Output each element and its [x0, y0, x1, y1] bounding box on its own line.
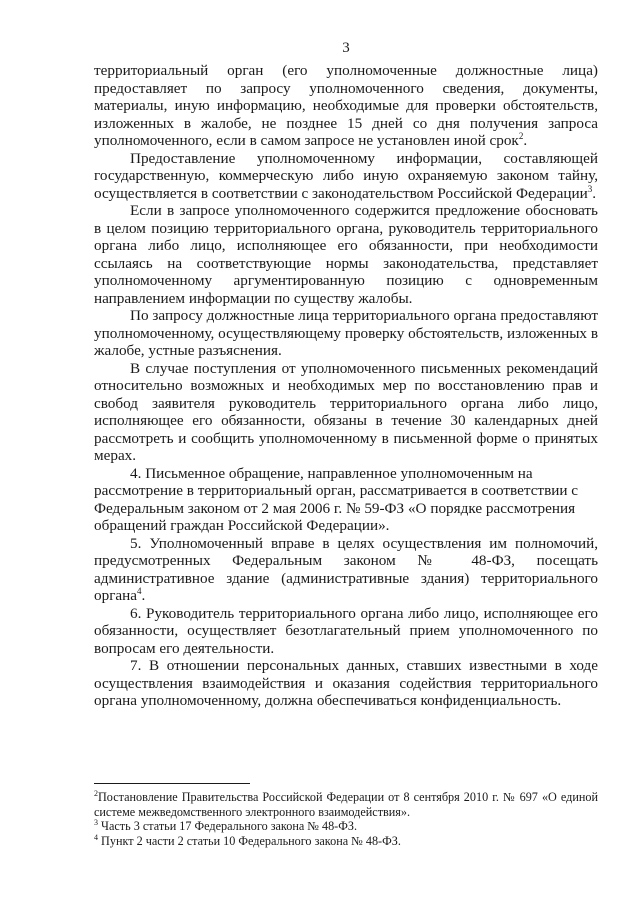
footnote-3-text: Часть 3 статьи 17 Федерального закона № 48-ФЗ.	[101, 819, 358, 833]
paragraph-6: 4. Письменное обращение, направленное уполномоченным на рассмотрение в территориальный орган, рассматривается в соответствии с Федеральным законом от 2 мая 2006 г. № 59-ФЗ «О порядке рассмотрения обращений граждан Российской Федерации».	[94, 464, 579, 534]
footnote-2	[94, 790, 598, 819]
paragraph-7	[94, 535, 598, 605]
paragraph-1-end: .	[523, 132, 528, 149]
footnote-ref-4: 4	[137, 585, 142, 596]
paragraph-3: Если в запросе уполномоченного содержится предложение обосновать в целом позицию территориального органа, руководитель территориального органа либо лицо, исполняющее его обязанности, при необходимости ссылаясь на соответствующие нормы законодательства, представляет уполномоченному аргументированную позицию с одновременным направлением информации по существу жалобы.	[94, 202, 598, 307]
footnote-4-mark: 4	[94, 832, 98, 842]
paragraph-2-text: Предоставление уполномоченному информации, составляющей государственную, коммерческую либо иную охраняемую законом тайну, осуществляется в соответствии с законодательством Российской Федерации	[94, 149, 598, 202]
paragraph-2-end: .	[592, 184, 597, 202]
footnotes	[94, 790, 598, 848]
footnote-4	[94, 834, 598, 849]
footnote-separator	[94, 783, 250, 784]
footnote-2-text: Постановление Правительства Российской Федерации от 8 сентября 2010 г. № 697 «О единой системе межведомственного электронного взаимодействия».	[94, 790, 598, 819]
footnote-ref-2: 2	[518, 130, 524, 141]
paragraph-7-text: 5. Уполномоченный вправе в целях осуществления им полномочий, предусмотренных Федеральным законом № 48-ФЗ, посещать административное здание (административные здания) территориального органа	[94, 534, 598, 604]
paragraph-2	[94, 150, 598, 203]
paragraph-9: 7. В отношении персональных данных, ставших известными в ходе осуществления взаимодействия и оказания содействия территориального органа уполномоченному, должна обеспечиваться конфиденциальность.	[94, 657, 598, 709]
paragraph-1	[94, 62, 598, 150]
footnote-3-mark: 3	[94, 817, 98, 827]
footnote-3	[94, 819, 598, 834]
paragraph-4: По запросу должностные лица территориального органа предоставляют уполномоченному, осуществляющему проверку обстоятельств, изложенных в жалобе, устные разъяснения.	[94, 307, 598, 359]
footnote-4-text: Пункт 2 части 2 статьи 10 Федерального закона № 48-ФЗ.	[101, 833, 401, 848]
paragraph-8: 6. Руководитель территориального органа либо лицо, исполняющее его обязанности, осуществляет безотлагательный прием уполномоченного по вопросам его деятельности.	[94, 604, 598, 657]
paragraph-7-end: .	[141, 587, 146, 604]
body-text	[94, 62, 598, 710]
page-number: 3	[342, 40, 350, 56]
paragraph-1-text: территориальный орган (его уполномоченные должностные лица) предоставляет по запросу уполномоченного сведения, документы, материалы, иную информацию, необходимые для проверки обстоятельств, изложенных в жалобе, не позднее 15 дней со дня получения запроса уполномоченного, если в самом запросе не установлен иной срок	[94, 62, 598, 149]
footnote-ref-3: 3	[587, 183, 593, 194]
footnote-2-mark: 2	[94, 788, 98, 798]
paragraph-5: В случае поступления от уполномоченного письменных рекомендаций относительно возможных и необходимых мер по восстановлению прав и свобод заявителя руководитель территориального органа либо лицо, исполняющее его обязанности, обязаны в течение 30 календарных дней рассмотреть и сообщить уполномоченному в письменной форме о принятых мерах.	[94, 359, 598, 464]
